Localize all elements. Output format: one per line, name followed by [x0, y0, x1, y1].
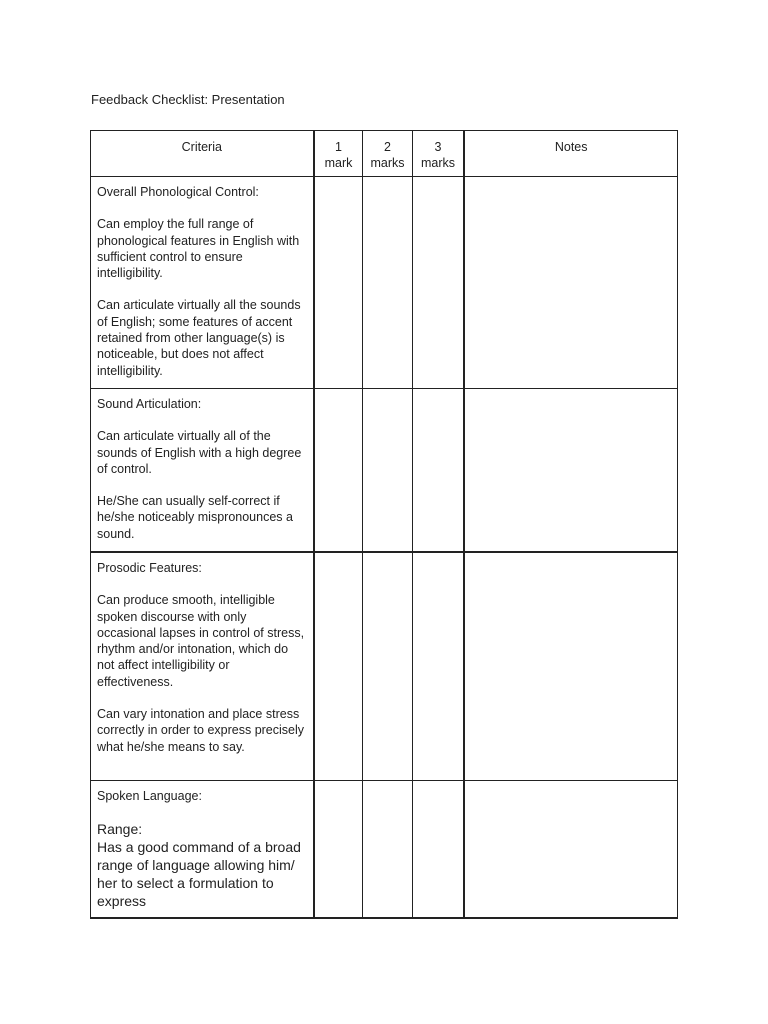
mark-3-cell[interactable]	[412, 781, 464, 919]
criteria-descriptor: Can employ the full range of phonological features in English with sufficient control to ensure intelligibility.	[97, 217, 300, 281]
notes-cell[interactable]	[464, 781, 677, 919]
header-criteria	[91, 131, 314, 177]
header-2-marks-unit: marks	[370, 156, 405, 170]
table-row	[91, 552, 678, 781]
notes-cell[interactable]	[464, 389, 677, 553]
header-1-mark	[314, 131, 363, 177]
mark-1-cell[interactable]	[314, 389, 363, 553]
mark-1-cell[interactable]	[314, 177, 363, 389]
table-header-row	[91, 131, 678, 177]
mark-3-cell[interactable]	[412, 389, 464, 553]
criteria-title: Sound Articulation:	[97, 397, 202, 411]
criteria-descriptor: He/She can usually self-correct if he/she noticeably mispronounces a sound.	[97, 494, 293, 541]
header-3-marks-unit: marks	[420, 156, 456, 170]
criteria-descriptor: Can articulate virtually all the sounds of English; some features of accent retained from other language(s) is noticeable, but does not affect intelligibility.	[97, 298, 301, 378]
mark-3-cell[interactable]	[412, 552, 464, 781]
notes-cell[interactable]	[464, 177, 677, 389]
mark-2-cell[interactable]	[363, 781, 412, 919]
header-1-mark-unit: mark	[324, 156, 353, 170]
criteria-descriptor: Can articulate virtually all of the sounds of English with a high degree of control.	[97, 429, 302, 476]
header-3-marks-number: 3	[434, 140, 442, 154]
criteria-descriptor: Can produce smooth, intelligible spoken discourse with only occasional lapses in control of stress, rhythm and/or intonation, which do not affect intelligibility or effectiveness.	[97, 593, 305, 689]
criteria-cell-prosodic-features	[91, 552, 314, 781]
criteria-title: Spoken Language:	[97, 789, 202, 803]
header-2-marks	[363, 131, 412, 177]
mark-2-cell[interactable]	[363, 552, 412, 781]
document-title: Feedback Checklist: Presentation	[91, 92, 285, 107]
criteria-cell-phonological-control	[91, 177, 314, 389]
header-1-mark-number: 1	[335, 140, 342, 154]
header-criteria-label: Criteria	[181, 140, 222, 154]
criteria-title: Prosodic Features:	[97, 561, 202, 575]
header-3-marks	[412, 131, 464, 177]
criteria-descriptor: Can vary intonation and place stress correctly in order to express precisely what he/she means to say.	[97, 707, 305, 754]
feedback-checklist-table	[90, 130, 678, 919]
header-2-marks-number: 2	[384, 140, 391, 154]
criteria-descriptor: Has a good command of a broad range of language allowing him/ her to select a formulation to express	[97, 839, 301, 910]
mark-3-cell[interactable]	[412, 177, 464, 389]
criteria-title: Overall Phonological Control:	[97, 185, 259, 199]
header-notes-label: Notes	[554, 140, 588, 154]
criteria-subtitle: Range:	[97, 821, 143, 838]
criteria-cell-spoken-language	[91, 781, 314, 919]
table-row	[91, 781, 678, 919]
header-notes	[464, 131, 677, 177]
criteria-cell-sound-articulation	[91, 389, 314, 553]
table-row	[91, 177, 678, 389]
notes-cell[interactable]	[464, 552, 677, 781]
mark-2-cell[interactable]	[363, 177, 412, 389]
table-row	[91, 389, 678, 553]
mark-1-cell[interactable]	[314, 552, 363, 781]
mark-1-cell[interactable]	[314, 781, 363, 919]
mark-2-cell[interactable]	[363, 389, 412, 553]
